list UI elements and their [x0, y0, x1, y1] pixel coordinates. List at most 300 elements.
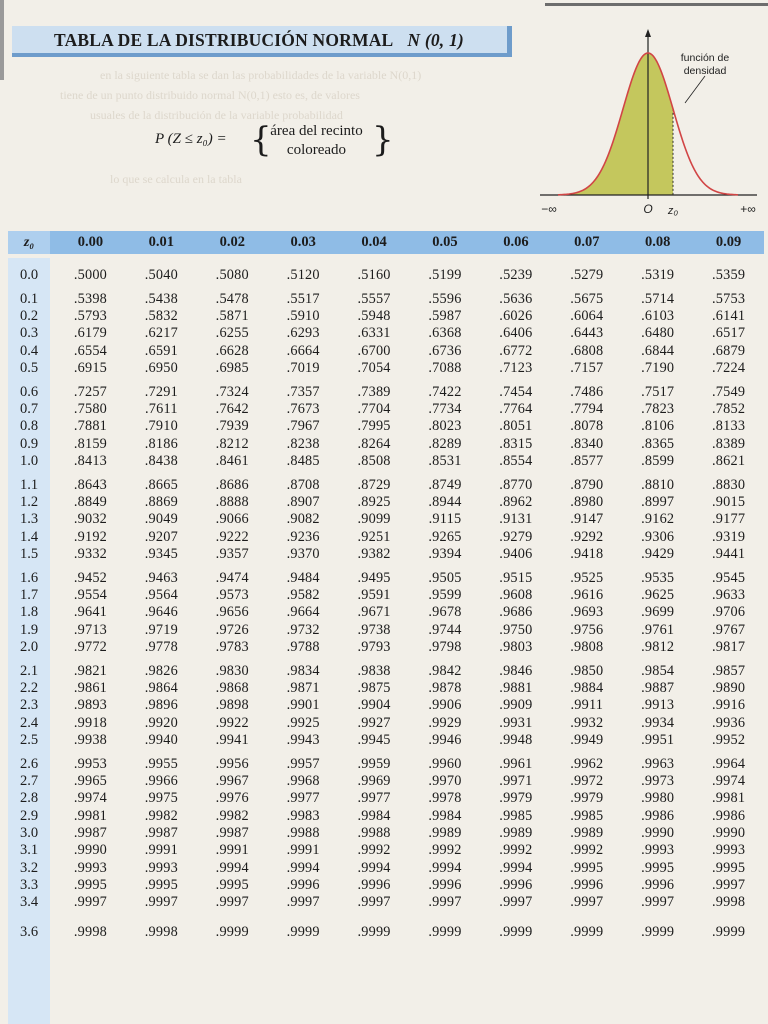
table-cell: .9938	[73, 732, 108, 748]
table-cell: .6103	[641, 308, 675, 325]
table-cell: .9535	[641, 569, 675, 586]
table-cell: .9978	[428, 790, 462, 807]
table-cell: .8810	[641, 476, 675, 493]
table-row	[55, 859, 764, 877]
row-label-z: 0.2	[19, 308, 39, 325]
table-cell: .7257	[73, 383, 108, 400]
table-cell: .9995	[641, 859, 675, 876]
table-row	[55, 359, 764, 377]
table-cell: .9830	[215, 662, 249, 679]
table-cell: .9015	[712, 494, 746, 511]
table-cell: .9812	[641, 639, 675, 655]
table-cell: .8599	[641, 453, 675, 469]
table-cell: .9147	[570, 511, 604, 528]
table-cell: .5987	[428, 308, 462, 325]
table-cell: .9996	[357, 876, 391, 893]
row-label-z: 2.9	[19, 807, 39, 824]
table-cell: .9987	[73, 825, 108, 841]
table-cell: .9633	[712, 587, 746, 604]
table-cell: .8962	[499, 494, 533, 511]
table-cell: .6591	[144, 342, 178, 359]
column-header: 0.00	[77, 234, 104, 250]
table-cell: .9608	[499, 587, 533, 604]
table-cell: .9999	[357, 923, 391, 940]
table-cell: .7123	[499, 360, 533, 376]
minus-infinity-label: −∞	[541, 202, 557, 216]
table-cell: .5478	[215, 290, 249, 307]
row-label-z: 1.5	[19, 546, 39, 562]
table-cell: .9961	[499, 755, 533, 772]
table-row	[55, 789, 764, 807]
probability-formula	[155, 118, 395, 164]
table-cell: .9842	[428, 662, 462, 679]
table-cell: .8133	[712, 418, 746, 435]
table-cell: .9986	[712, 807, 746, 824]
table-cell: .9616	[570, 587, 604, 604]
table-cell: .9884	[570, 680, 604, 697]
table-cell: .9761	[641, 621, 675, 638]
table-cell: .9495	[357, 569, 391, 586]
table-cell: .9854	[641, 662, 675, 679]
table-cell: .9989	[428, 825, 462, 841]
table-row	[55, 476, 764, 494]
table-cell: .9554	[73, 587, 108, 604]
table-row	[55, 893, 764, 911]
row-label-z: 0.8	[19, 418, 39, 435]
table-cell: .8461	[215, 453, 249, 469]
table-cell: .9998	[73, 923, 108, 940]
table-cell: .9989	[570, 825, 604, 841]
table-row	[55, 307, 764, 325]
table-row	[55, 731, 764, 749]
table-cell: .7580	[73, 401, 108, 418]
table-cell: .9934	[641, 714, 675, 731]
density-curve-svg	[535, 28, 760, 223]
table-cell: .9997	[286, 894, 320, 911]
row-label-z: 0.5	[19, 360, 39, 376]
curve-label-line2: densidad	[683, 65, 727, 77]
table-cell: .8485	[286, 453, 320, 469]
table-cell: .9993	[712, 842, 746, 859]
row-label-z: 0.9	[19, 435, 39, 452]
table-row	[55, 621, 764, 639]
table-cell: .9808	[570, 639, 604, 655]
table-cell: .9988	[357, 825, 391, 841]
table-cell: .9463	[144, 569, 178, 586]
row-label-z: 1.7	[19, 587, 39, 604]
column-header: 0.08	[645, 234, 671, 250]
table-cell: .8186	[144, 435, 178, 452]
table-cell: .8365	[641, 435, 675, 452]
table-cell: .9049	[144, 511, 178, 528]
table-cell: .7357	[286, 383, 320, 400]
table-cell: .7764	[499, 401, 533, 418]
table-cell: .8708	[286, 476, 320, 493]
table-cell: .7794	[570, 401, 604, 418]
table-cell: .9861	[73, 680, 108, 697]
table-cell: .7642	[215, 401, 249, 418]
table-header	[8, 231, 764, 254]
row-label-z: 0.6	[19, 383, 39, 400]
table-cell: .9982	[215, 807, 249, 824]
table-cell: .6406	[499, 325, 533, 342]
table-cell: .9484	[286, 569, 320, 586]
table-cell: .9966	[144, 773, 178, 790]
shaded-area	[558, 53, 673, 195]
table-cell: .8264	[357, 435, 391, 452]
table-cell: .9671	[357, 604, 391, 621]
table-cell: .9265	[428, 528, 462, 545]
table-cell: .9881	[499, 680, 533, 697]
table-row	[55, 714, 764, 732]
table-row	[55, 772, 764, 790]
table-cell: .9913	[641, 697, 675, 714]
table-cell: .9292	[570, 528, 604, 545]
table-cell: .5438	[144, 290, 178, 307]
table-cell: .9994	[499, 859, 533, 876]
row-label-z: 2.6	[19, 755, 39, 772]
table-row	[55, 569, 764, 587]
table-row	[55, 586, 764, 604]
table-cell: .9993	[641, 842, 675, 859]
table-cell: .8729	[357, 476, 391, 493]
row-label-z: 3.6	[19, 923, 39, 940]
table-cell: .9981	[712, 790, 746, 807]
table-cell: .9973	[641, 773, 675, 790]
table-cell: .8289	[428, 435, 462, 452]
table-cell: .5080	[215, 267, 249, 283]
table-cell: .8888	[215, 494, 249, 511]
table-cell: .5832	[144, 308, 178, 325]
table-cell: .9948	[499, 732, 533, 748]
table-cell: .9890	[712, 680, 746, 697]
table-cell: .9826	[144, 662, 178, 679]
table-cell: .9965	[73, 773, 108, 790]
table-row	[55, 662, 764, 680]
row-label-z: 2.8	[19, 790, 39, 807]
table-cell: .9162	[641, 511, 675, 528]
table-cell: .9927	[357, 714, 391, 731]
table-cell: .5675	[570, 290, 604, 307]
bleed-through-text-1: en la siguiente tabla se dan las probabilidades de la variable N(0,1)	[100, 68, 422, 82]
table-cell: .9936	[712, 714, 746, 731]
table-cell: .9738	[357, 621, 391, 638]
table-cell: .9997	[712, 876, 746, 893]
table-cell: .9991	[144, 842, 178, 859]
table-cell: .8238	[286, 435, 320, 452]
table-cell: .9969	[357, 773, 391, 790]
table-row	[55, 290, 764, 308]
table-cell: .6064	[570, 308, 604, 325]
formula-rhs-line2: coloreado	[286, 142, 347, 158]
table-cell: .9778	[144, 639, 178, 655]
table-row	[55, 452, 764, 470]
table-cell: .5948	[357, 308, 391, 325]
table-cell: .9732	[286, 621, 320, 638]
table-cell: .7224	[712, 360, 746, 376]
row-label-z: 3.2	[19, 859, 39, 876]
table-cell: .9418	[570, 546, 604, 562]
table-row	[55, 383, 764, 401]
column-header: 0.06	[503, 234, 529, 250]
header-cells	[55, 231, 764, 254]
row-label-z: 1.9	[19, 621, 39, 638]
table-cell: .9207	[144, 528, 178, 545]
table-cell: .9918	[73, 714, 108, 731]
table-cell: .9992	[357, 842, 391, 859]
table-cell: .7190	[641, 360, 675, 376]
table-cell: .9985	[570, 807, 604, 824]
table-cell: .6368	[428, 325, 462, 342]
table-cell: .9441	[712, 546, 746, 562]
table-cell: .7389	[357, 383, 391, 400]
table-cell: .9979	[499, 790, 533, 807]
table-cell: .8621	[712, 453, 746, 469]
table-cell: .9953	[73, 755, 108, 772]
table-cell: .9997	[641, 894, 675, 911]
table-cell: .9192	[73, 528, 108, 545]
table-cell: .9370	[286, 546, 320, 562]
density-curve-figure	[535, 28, 760, 223]
table-cell: .5160	[357, 267, 391, 283]
table-cell: .7852	[712, 401, 746, 418]
table-cell: .9699	[641, 604, 675, 621]
table-cell: .9719	[144, 621, 178, 638]
table-cell: .9357	[215, 546, 249, 562]
table-cell: .6517	[712, 325, 746, 342]
table-cell: .9931	[499, 714, 533, 731]
table-cell: .9922	[215, 714, 249, 731]
table-cell: .7910	[144, 418, 178, 435]
table-cell: .9911	[570, 697, 604, 714]
table-cell: .9997	[570, 894, 604, 911]
table-cell: .9996	[428, 876, 462, 893]
table-cell: .5596	[428, 290, 462, 307]
row-label-z: 2.1	[19, 662, 39, 679]
table-cell: .6554	[73, 342, 108, 359]
table-cell: .9994	[215, 859, 249, 876]
table-cell: .5120	[286, 267, 320, 283]
table-cell: .9992	[428, 842, 462, 859]
table-row	[55, 528, 764, 546]
table-cell: .8315	[499, 435, 533, 452]
right-brace: }	[372, 120, 394, 160]
table-cell: .9988	[286, 825, 320, 841]
table-cell: .9772	[73, 639, 108, 655]
row-label-z: 2.7	[19, 773, 39, 790]
table-cell: .9573	[215, 587, 249, 604]
table-cell: .9896	[144, 697, 178, 714]
table-cell: .9999	[215, 923, 249, 940]
table-cell: .9979	[570, 790, 604, 807]
table-cell: .9949	[570, 732, 604, 748]
table-cell: .9963	[641, 755, 675, 772]
table-cell: .9977	[357, 790, 391, 807]
title-distribution: N (0, 1)	[407, 30, 464, 50]
page-title	[12, 26, 512, 57]
table-cell: .9656	[215, 604, 249, 621]
table-cell: .6217	[144, 325, 178, 342]
row-label-z: 0.4	[19, 342, 39, 359]
table-cell: .9987	[144, 825, 178, 841]
table-cell: .9962	[570, 755, 604, 772]
table-cell: .9977	[286, 790, 320, 807]
table-cell: .8749	[428, 476, 462, 493]
table-cell: .7939	[215, 418, 249, 435]
table-cell: .9957	[286, 755, 320, 772]
table-cell: .9713	[73, 621, 108, 638]
table-cell: .9099	[357, 511, 391, 528]
table-cell: .9968	[286, 773, 320, 790]
table-cell: .8023	[428, 418, 462, 435]
table-cell: .9982	[144, 807, 178, 824]
title-text: TABLA DE LA DISTRIBUCIÓN NORMAL	[54, 30, 394, 50]
table-cell: .8554	[499, 453, 533, 469]
table-cell: .9793	[357, 639, 391, 655]
table-cell: .9994	[357, 859, 391, 876]
table-cell: .9999	[641, 923, 675, 940]
table-cell: .9999	[286, 923, 320, 940]
table-cell: .9991	[286, 842, 320, 859]
table-row	[55, 324, 764, 342]
table-cell: .8980	[570, 494, 604, 511]
table-cell: .6950	[144, 360, 178, 376]
table-cell: .9990	[641, 825, 675, 841]
row-label-z: 2.0	[19, 639, 39, 655]
table-cell: .9995	[570, 859, 604, 876]
table-cell: .9995	[712, 859, 746, 876]
table-cell: .9998	[712, 894, 746, 911]
table-cell: .9946	[428, 732, 462, 748]
table-cell: .9959	[357, 755, 391, 772]
table-cell: .9664	[286, 604, 320, 621]
column-header: 0.09	[715, 234, 742, 250]
table-cell: .9319	[712, 528, 746, 545]
row-label-z: 1.3	[19, 511, 39, 528]
table-cell: .9864	[144, 680, 178, 697]
table-cell: .9941	[215, 732, 249, 748]
table-cell: .9545	[712, 569, 746, 586]
table-cell: .9994	[428, 859, 462, 876]
row-label-z: 2.3	[19, 697, 39, 714]
table-cell: .8078	[570, 418, 604, 435]
row-label-z: 1.2	[19, 494, 39, 511]
table-cell: .6026	[499, 308, 533, 325]
table-cell: .9783	[215, 639, 249, 655]
table-cell: .9983	[286, 807, 320, 824]
column-header: 0.01	[148, 234, 175, 250]
row-label-z: 1.6	[19, 569, 39, 586]
table-cell: .6664	[286, 342, 320, 359]
table-cell: .9382	[357, 546, 391, 562]
table-cell: .9251	[357, 528, 391, 545]
table-cell: .5359	[712, 267, 746, 283]
table-cell: .9974	[73, 790, 108, 807]
table-cell: .9995	[73, 876, 108, 893]
table-cell: .9920	[144, 714, 178, 731]
table-cell: .9929	[428, 714, 462, 731]
table-cell: .9878	[428, 680, 462, 697]
table-cell: .9846	[499, 662, 533, 679]
table-cell: .9992	[570, 842, 604, 859]
row-label-z: 0.7	[19, 401, 39, 418]
table-cell: .9932	[570, 714, 604, 731]
table-cell: .9582	[286, 587, 320, 604]
table-cell: .7019	[286, 360, 320, 376]
table-cell: .9945	[357, 732, 391, 748]
table-cell: .9991	[215, 842, 249, 859]
table-cell: .6700	[357, 342, 391, 359]
table-row	[55, 824, 764, 842]
table-row	[55, 266, 764, 284]
table-cell: .8997	[641, 494, 675, 511]
table-row	[55, 435, 764, 453]
table-cell: .8159	[73, 435, 108, 452]
row-label-z: 3.4	[19, 894, 39, 911]
table-cell: .9750	[499, 621, 533, 638]
table-cell: .5319	[641, 267, 675, 283]
table-cell: .9857	[712, 662, 746, 679]
table-cell: .9394	[428, 546, 462, 562]
table-cell: .9452	[73, 569, 108, 586]
page-edge-bar	[0, 0, 4, 80]
column-header: 0.03	[290, 234, 316, 250]
bleed-through-text-2: tiene de un punto distribuido normal N(0,1) esto es, de valores	[60, 88, 360, 102]
table-cell: .9406	[499, 546, 533, 562]
table-cell: .8770	[499, 476, 533, 493]
table-cell: .6141	[712, 308, 746, 325]
origin-label: O	[643, 202, 653, 216]
table-cell: .9817	[712, 639, 746, 655]
curve-label-line1: función de	[680, 52, 730, 64]
table-cell: .9693	[570, 604, 604, 621]
table-cell: .9834	[286, 662, 320, 679]
table-cell: .6480	[641, 325, 675, 342]
table-cell: .6255	[215, 325, 249, 342]
table-cell: .7704	[357, 401, 391, 418]
table-cell: .9996	[570, 876, 604, 893]
table-cell: .9646	[144, 604, 178, 621]
normal-table	[8, 231, 764, 1024]
table-cell: .9591	[357, 587, 391, 604]
table-cell: .9990	[73, 842, 108, 859]
table-cell: .9803	[499, 639, 533, 655]
table-cell: .5910	[286, 308, 320, 325]
table-cell: .6844	[641, 342, 675, 359]
table-cell: .9986	[641, 807, 675, 824]
table-cell: .5040	[144, 267, 178, 283]
table-cell: .5793	[73, 308, 108, 325]
table-cell: .5517	[286, 290, 320, 307]
table-cell: .9875	[357, 680, 391, 697]
table-cell: .9838	[357, 662, 391, 679]
z0-label: z₀	[667, 205, 679, 217]
column-header: 0.05	[432, 234, 458, 250]
table-cell: .6985	[215, 360, 249, 376]
table-cell: .9909	[499, 697, 533, 714]
table-cell: .7054	[357, 360, 391, 376]
table-row	[55, 510, 764, 528]
table-cell: .8869	[144, 494, 178, 511]
table-cell: .9997	[144, 894, 178, 911]
table-row	[55, 545, 764, 563]
table-cell: .8531	[428, 453, 462, 469]
table-cell: .9678	[428, 604, 462, 621]
table-cell: .9332	[73, 546, 108, 562]
table-cell: .9971	[499, 773, 533, 790]
table-cell: .7549	[712, 383, 746, 400]
table-row	[55, 923, 764, 941]
